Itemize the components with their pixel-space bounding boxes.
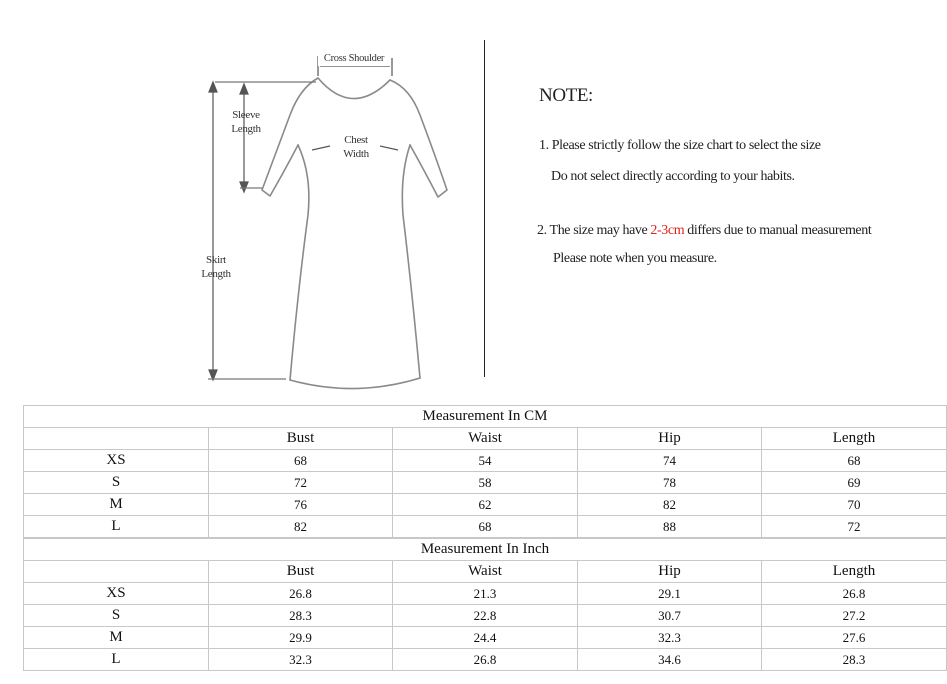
neckline: [318, 78, 390, 99]
size-cell: S: [24, 605, 209, 627]
note-item-1-line-2: Do not select directly according to your habits.: [551, 169, 795, 184]
table-cell: 74: [578, 450, 762, 472]
dress-diagram: [0, 0, 490, 400]
size-cell: M: [24, 627, 209, 649]
table-cell: 22.8: [393, 605, 578, 627]
table-cell: 82: [578, 494, 762, 516]
size-cell: L: [24, 649, 209, 671]
header-cell: Waist: [393, 561, 578, 583]
table-cell: 82: [209, 516, 393, 538]
header-cell: Bust: [209, 561, 393, 583]
table-cell: 32.3: [209, 649, 393, 671]
header-cell: Bust: [209, 428, 393, 450]
table-cell: 70: [762, 494, 947, 516]
header-cell: [24, 428, 209, 450]
right-side: [402, 145, 420, 378]
table-row: [24, 494, 947, 516]
cross-shoulder-label: Cross Shoulder: [318, 52, 390, 66]
table-header-row: [24, 428, 947, 450]
table-title: Measurement In Inch: [24, 539, 947, 561]
table-row: [24, 649, 947, 671]
note-item-2-highlight: 2-3cm: [650, 223, 685, 238]
hem: [290, 378, 420, 389]
table-cell: 26.8: [762, 583, 947, 605]
table-row: [24, 516, 947, 538]
sleeve-length-label: Sleeve Length: [231, 109, 261, 135]
size-cell: XS: [24, 583, 209, 605]
table-cell: 26.8: [393, 649, 578, 671]
table-cell: 58: [393, 472, 578, 494]
size-cell: L: [24, 516, 209, 538]
table-cell: 28.3: [209, 605, 393, 627]
table-row: [24, 605, 947, 627]
note-item-2-line-2: Please note when you measure.: [553, 251, 717, 266]
dress-illustration: [0, 0, 490, 400]
note-item-2-prefix: 2. The size may have: [537, 223, 651, 238]
table-cell: 32.3: [578, 627, 762, 649]
measurement-table-inch: [23, 538, 947, 671]
note-item-1: 1. Please strictly follow the size chart to select the size: [539, 138, 821, 153]
right-sleeve: [390, 80, 447, 197]
size-cell: M: [24, 494, 209, 516]
table-cell: 62: [393, 494, 578, 516]
note-title: NOTE:: [539, 85, 593, 106]
header-cell: Length: [762, 428, 947, 450]
table-cell: 68: [393, 516, 578, 538]
table-cell: 54: [393, 450, 578, 472]
table-cell: 21.3: [393, 583, 578, 605]
size-cell: XS: [24, 450, 209, 472]
table-cell: 88: [578, 516, 762, 538]
header-cell: Waist: [393, 428, 578, 450]
note-item-2-suffix: differs due to manual measurement: [684, 223, 872, 238]
table-cell: 78: [578, 472, 762, 494]
header-cell: Hip: [578, 561, 762, 583]
table-cell: 76: [209, 494, 393, 516]
table-cell: 29.9: [209, 627, 393, 649]
chest-width-label: Chest Width: [343, 134, 369, 160]
table-cell: 72: [762, 516, 947, 538]
table-row: [24, 472, 947, 494]
table-cell: 29.1: [578, 583, 762, 605]
header-cell: Hip: [578, 428, 762, 450]
table-cell: 27.2: [762, 605, 947, 627]
header-cell: Length: [762, 561, 947, 583]
skirt-length-label: Skirt Length: [201, 254, 231, 280]
table-header-row: [24, 561, 947, 583]
table-row: [24, 450, 947, 472]
table-row: [24, 627, 947, 649]
note-item-2: [537, 223, 871, 239]
size-cell: S: [24, 472, 209, 494]
left-side: [290, 145, 309, 380]
table-cell: 68: [762, 450, 947, 472]
table-cell: 28.3: [762, 649, 947, 671]
table-cell: 30.7: [578, 605, 762, 627]
table-cell: 27.6: [762, 627, 947, 649]
table-cell: 68: [209, 450, 393, 472]
table-cell: 69: [762, 472, 947, 494]
vertical-divider: [484, 40, 485, 377]
table-cell: 34.6: [578, 649, 762, 671]
table-cell: 26.8: [209, 583, 393, 605]
header-cell: [24, 561, 209, 583]
table-row: [24, 583, 947, 605]
measurement-table-cm: [23, 405, 947, 538]
table-cell: 24.4: [393, 627, 578, 649]
table-cell: 72: [209, 472, 393, 494]
left-sleeve: [262, 78, 318, 196]
table-title: Measurement In CM: [24, 406, 947, 428]
